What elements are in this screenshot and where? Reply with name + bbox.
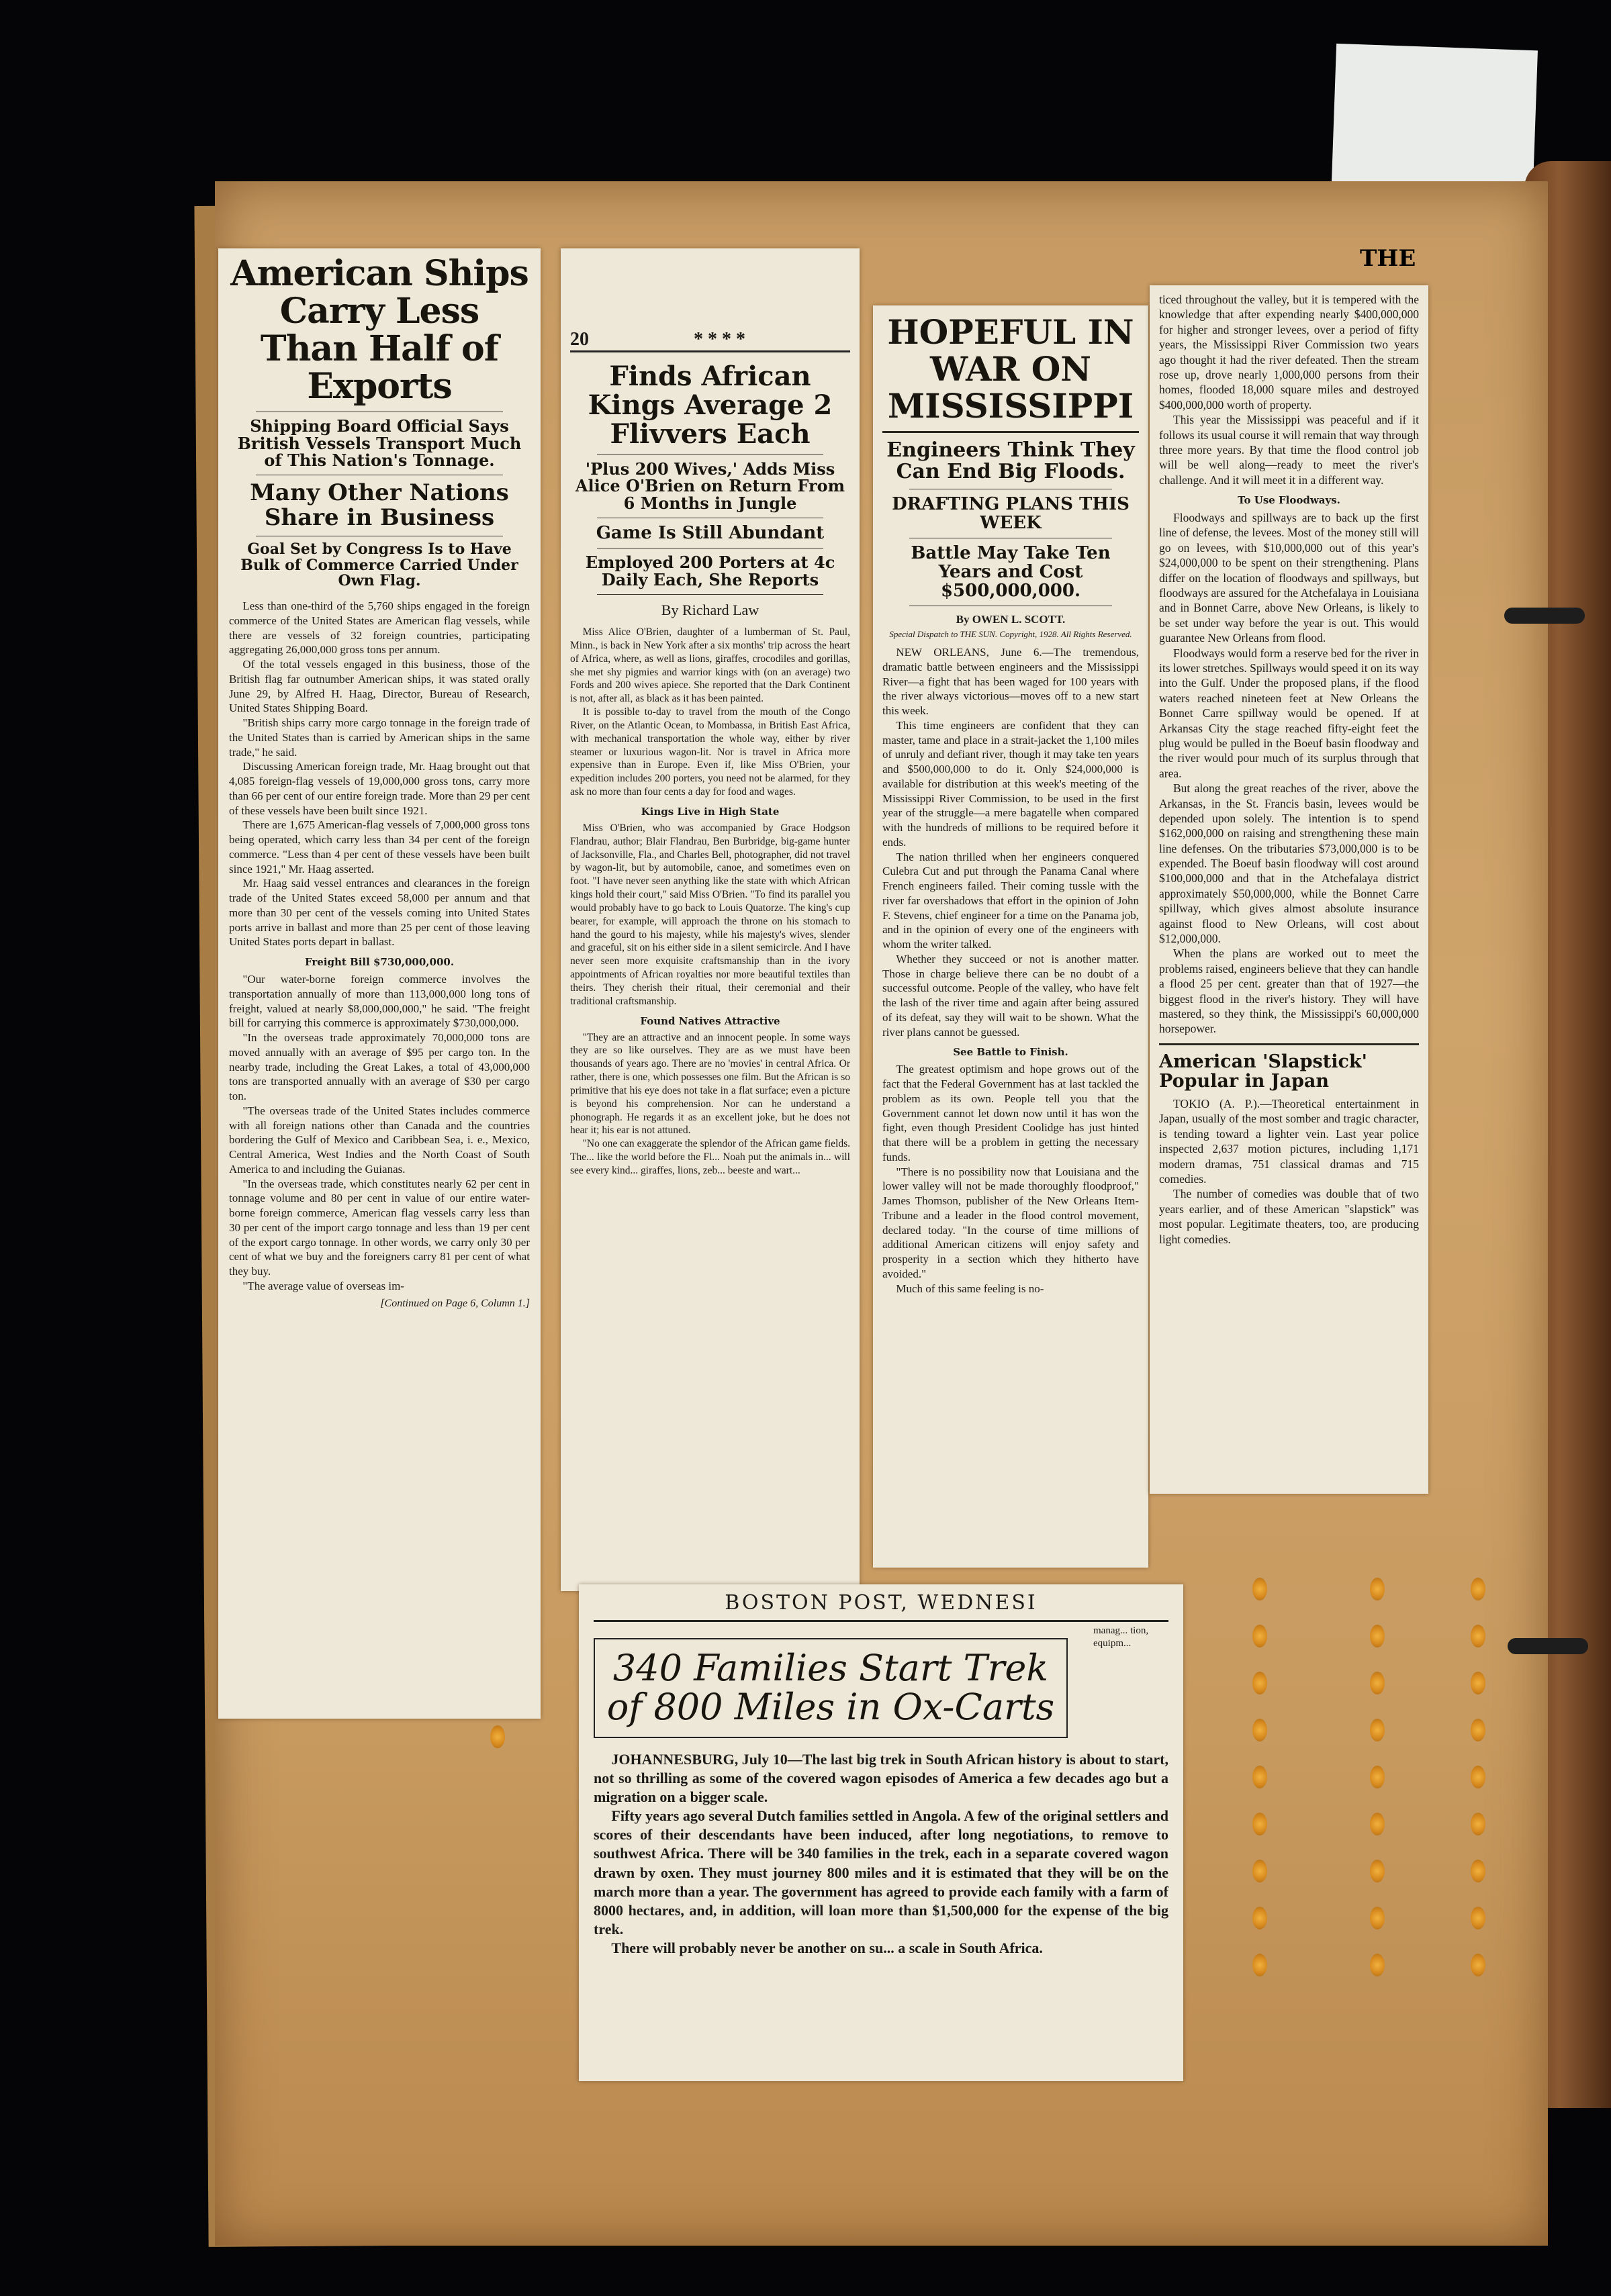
headline: HOPEFUL IN WAR ON MISSISSIPPI bbox=[887, 312, 1134, 426]
paragraph: Less than one-third of the 5,760 ships engaged in the foreign commerce of the United States are American flag vessels, while there are vessels of 32 foreign countries, participating aggregating 26,000,000 gross tons per annum. bbox=[229, 600, 530, 657]
subhead: See Battle to Finish. bbox=[953, 1046, 1068, 1059]
dispatch-line: Special Dispatch to THE SUN. Copyright, 1928. All Rights Reserved. bbox=[889, 629, 1132, 640]
corner-word: THE bbox=[1360, 245, 1416, 272]
subhead: Found Natives Attractive bbox=[640, 1014, 780, 1027]
clipping-mississippi-continued bbox=[1150, 285, 1428, 1494]
clipping-american-ships bbox=[218, 248, 541, 1719]
headline: 340 Families Start Trek of 800 Miles in Ox-Carts bbox=[594, 1638, 1068, 1738]
binding-hole bbox=[1471, 1813, 1485, 1835]
paragraph: JOHANNESBURG, July 10—The last big trek in South African history is about to start, not so thrilling as some of the covered wagon episodes of America a few decades ago but a migration on a bigger scale. bbox=[594, 1750, 1168, 1805]
paragraph: "The average value of overseas im- bbox=[242, 1279, 404, 1292]
deck: Battle May Take Ten Years and Cost $500,000,000. bbox=[911, 542, 1111, 602]
binding-hole bbox=[1471, 1625, 1485, 1647]
binding-hole bbox=[1370, 1813, 1385, 1835]
paragraph: NEW ORLEANS, June 6.—The tremendous, dramatic battle between engineers and the Mississippi River—a fight that has been waged for 100 years with the river always victorious—moves off to a new start this week. bbox=[882, 646, 1139, 718]
binding-hole bbox=[1370, 1907, 1385, 1929]
paragraph: Much of this same feeling is no- bbox=[896, 1282, 1044, 1295]
binding-hole bbox=[1252, 1625, 1267, 1647]
side-fragment: manag... tion, equipm... bbox=[1093, 1625, 1149, 1649]
paragraph: Discussing American foreign trade, Mr. Haag brought out that 4,085 foreign-flag vessels of 19,000,000 gross tons, carry more than 66 per cent of our entire foreign trade. More than 29 per cent of these vessels have been built since 1921. bbox=[229, 760, 530, 817]
paragraph: The nation thrilled when her engineers conquered Culebra Cut and put through the Panama Canal where French engineers failed. Their coming tussle with the river far overshadows that effort in the opinion of John F. Stevens, chief engineer for a time on the Panama job, and in the opinion of every one of the engineers with whom the writer talked. bbox=[882, 850, 1139, 951]
binding-hole bbox=[1370, 1954, 1385, 1976]
divider bbox=[597, 594, 823, 595]
binding-hole bbox=[1370, 1860, 1385, 1882]
paragraph: Of the total vessels engaged in this business, those of the British flag far outnumber American ships, it was stated orally June 29, by Alfred H. Haag, Director, Bureau of Research, United States Shipping Board. bbox=[229, 658, 530, 715]
paragraph: "Our water-borne foreign commerce involves the transportation annually of more than 113,000,000 long tons of freight, valued at nearly $8,000,000,000," he said. "The freight bill for carrying this commerce is approximately $730,000,000. bbox=[229, 973, 530, 1030]
binding-hole bbox=[1252, 1578, 1267, 1600]
byline: By OWEN L. SCOTT. bbox=[956, 613, 1066, 626]
clipping-boston-post bbox=[579, 1584, 1183, 2081]
paragraph: There are 1,675 American-flag vessels of 7,000,000 gross tons being operated, which carry less than 34 per cent of the foreign commerce. "Less than 4 per cent of these vessels have been built since 1921," Mr. Haag asserted. bbox=[229, 818, 530, 875]
binding-hole bbox=[1471, 1907, 1485, 1929]
binding-hole bbox=[1252, 1672, 1267, 1694]
paragraph: "The overseas trade of the United States includes commerce with all foreign nations other than Canada and the countries bordering the Gulf of Mexico and Caribbean Sea, i. e., Mexico, Central America, West Indies and the North Coast of South America to and including the Guianas. bbox=[229, 1104, 530, 1176]
binding-hole bbox=[1471, 1766, 1485, 1788]
page-number: 20 bbox=[570, 329, 589, 350]
paragraph: "There is no possibility now that Louisiana and the lower valley will not be made thoroughly floodproof," James Thomson, publisher of the New Orleans Item-Tribune and a leader in the flood control movement, declared today. "In the course of time millions of additional American citizens will enjoy safety and prosperity in a section which they hitherto have avoided." bbox=[882, 1165, 1139, 1280]
paragraph: There will probably never be another on su... a scale in South Africa. bbox=[611, 1940, 1043, 1957]
paragraph: The greatest optimism and hope grows out of the fact that the Federal Government has at last tackled the problem as its own. People tell you that the Government cannot let down now until it has won the fight, even though President Coolidge has just hinted that there will be a problem in getting the necessary funds. bbox=[882, 1063, 1139, 1163]
subhead: Kings Live in High State bbox=[641, 805, 780, 818]
paragraph: "They are an attractive and an innocent people. In some ways they are so like ourselves. They are as we must have been thousands of years ago. There are no 'movies' in central Africa. Or rather, there is one, which possesses one film. But the African is so primitive that his eye does not take in a flat surface; even a picture is beyond his comprehension. Nor can he understand a phonograph. He regards it as an excellent joke, but he does not hear it; his ear is not attuned. bbox=[570, 1031, 850, 1137]
binding-hole bbox=[1252, 1813, 1267, 1835]
paragraph: This year the Mississippi was peaceful and if it follows its usual course it will remain that way through three more years. By that time the flood control job will be well along—ready to meet the river's challenge. And it will meet it in a different way. bbox=[1159, 413, 1419, 487]
binding-hole bbox=[1252, 1907, 1267, 1929]
headline: American 'Slapstick' Popular in Japan bbox=[1159, 1051, 1367, 1092]
binder-ring-top bbox=[1504, 608, 1585, 624]
binding-hole bbox=[1252, 1860, 1267, 1882]
paragraph: Whether they succeed or not is another matter. Those in charge believe there can be no doubt of a successful outcome. People of the valley, who have felt the lash of the river time and again after being assured of its defeat, say they will wait to be shown. What the river plans cannot be guessed. bbox=[882, 952, 1139, 1039]
subhead: To Use Floodways. bbox=[1238, 494, 1340, 507]
deck: Goal Set by Congress Is to Have Bulk of Commerce Carried Under Own Flag. bbox=[240, 540, 518, 590]
binder-ring-bottom bbox=[1508, 1638, 1588, 1654]
paragraph: ticed throughout the valley, but it is tempered with the knowledge that after expending nearly $400,000,000 for higher and stronger levees, over a period of fifty years, the Mississippi River Commission two years ago thought it had the river defeated. Then the stream rose up, drove nearly 1,000,000 persons from their homes, flooded 18,000 square miles and destroyed $400,000,000 worth of property. bbox=[1159, 293, 1419, 412]
paragraph: When the plans are worked out to meet the problems raised, engineers believe that they can handle a flood 25 per cent. greater than that of 1927—the biggest flood in the river's history. They will have mastered, so they think, the Mississippi's 60,000,000 horsepower. bbox=[1159, 947, 1419, 1036]
paragraph: "British ships carry more cargo tonnage in the foreign trade of the United States than is carried by American ships in the same trade," he said. bbox=[229, 716, 530, 759]
headline: American Ships Carry Less Than Half of Exports bbox=[230, 253, 528, 408]
paragraph: Mr. Haag said vessel entrances and clearances in the foreign trade of the United States exceed 58,000 per annum and that more than 30 per cent of the vessels coming into United States ports arrive in ballast and more than 25 per cent of those leaving United States ports depart in ballast. bbox=[229, 877, 530, 949]
byline: By Richard Law bbox=[661, 602, 760, 619]
binding-hole bbox=[1471, 1860, 1485, 1882]
paragraph: Miss Alice O'Brien, daughter of a lumberman of St. Paul, Minn., is back in New York after a six months' trip across the heart of Africa, where, as well as lions, giraffes, crocodiles and gorillas, she met shy pigmies and warrior kings with (on an average) two Fords and 200 wives apiece. She reported that the Dark Continent is not, after all, as black as it has been painted. bbox=[570, 626, 850, 705]
clipping-african-kings bbox=[561, 248, 860, 1591]
binding-hole bbox=[1370, 1672, 1385, 1694]
binding-hole bbox=[1252, 1766, 1267, 1788]
binding-hole bbox=[1252, 1719, 1267, 1741]
deck: Engineers Think They Can End Big Floods. bbox=[886, 438, 1135, 484]
paragraph: "In the overseas trade, which constitutes nearly 62 per cent in tonnage volume and 80 per cent in value of our entire water-borne foreign commerce, American flag vessels carry less than 30 per cent of the import cargo tonnage and less than 19 per cent of the export cargo tonnage. In other words, we carry only 30 per cent of what we buy and the foreigners carry 81 per cent of what they buy. bbox=[229, 1177, 530, 1278]
page-header bbox=[570, 329, 850, 352]
paragraph: It is possible to-day to travel from the mouth of the Congo River, on the Atlantic Ocean, to Mombassa, in British East Africa, with mechanical transportation the whole way, either by river steamer or luxurious wagon-lit. Nor is travel in Africa more expensive than in Europe. Even if, like Miss O'Brien, your expedition includes 200 porters, you need not be alarmed, for they ask no more than four cents a day for food and wages. bbox=[570, 706, 850, 798]
paragraph: Floodways and spillways are to back up the first line of defense, the levees. Most of the money still will go on levees, with $10,000,000 out of this year's $24,000,000 to be spent on their strengthening. Plans differ on the location of floodways and spillways, but floodways are assured for the Atchefalaya in Louisiana and in Bonnet Carre, above New Orleans, is likely to be set under way before the year is out. This would guarantee New Orleans from flood. bbox=[1159, 511, 1419, 645]
clipping-mississippi bbox=[873, 305, 1148, 1568]
paragraph: Miss O'Brien, who was accompanied by Grace Hodgson Flandrau, author; Blair Flandrau, Ben Burbridge, big-game hunter of Jacksonville, Fla., and Charles Bell, photographer, did not travel by wagon-lit, but by automobile, canoe, and sometimes even on foot. "I have never seen anything like the state with which African kings hold their court," said Miss O'Brien. "To find its parallel you would probably have to go back to Louis Quatorze. The king's cup bearer, for example, will approach the throne on his stomach to hand the gourd to his majesty, while his majesty's wives, slender and graceful, sit on his either side in a silent semicircle. And I have never seen more exquisite craftsmanship than in the ivory appointments of African royalties nor more beautiful textiles than theirs. They cherish their ritual, their ceremonial and their traditional craftsmanship. bbox=[570, 822, 850, 1007]
headline: Finds African Kings Average 2 Flivvers Each bbox=[588, 361, 833, 450]
continued-note: [Continued on Page 6, Column 1.] bbox=[380, 1297, 530, 1309]
deck: Employed 200 Porters at 4c Daily Each, She Reports bbox=[585, 553, 835, 590]
paragraph: This time engineers are confident that they can master, tame and place in a strait-jacket the 1,100 miles of unruly and defiant river, though it may take ten years and $500,000,000 to do it. Only $24,000,000 is available for distribution at this week's meeting of the Mississippi River Commission, to be used in the first year of the struggle—a mere bagatelle when compared with the hundreds of millions to be required before it ends. bbox=[882, 718, 1139, 849]
stars: * * * * bbox=[694, 329, 745, 350]
deck: Many Other Nations Share in Business bbox=[250, 479, 509, 532]
divider bbox=[882, 431, 1139, 433]
masthead: BOSTON POST, WEDNESI bbox=[594, 1591, 1168, 1622]
subhead: Freight Bill $730,000,000. bbox=[304, 956, 455, 969]
deck: 'Plus 200 Wives,' Adds Miss Alice O'Brien on Return From 6 Months in Jungle bbox=[575, 459, 845, 514]
deck: Shipping Board Official Says British Vessels Transport Much of This Nation's Tonnage. bbox=[237, 416, 522, 471]
binding-hole bbox=[1370, 1766, 1385, 1788]
binding-hole bbox=[490, 1725, 505, 1748]
binding-hole bbox=[1370, 1625, 1385, 1647]
binding-hole bbox=[1370, 1719, 1385, 1741]
paragraph: Fifty years ago several Dutch families settled in Angola. A few of the original settlers and scores of their descendants have been induced, after long negotiations, to remove to southwest Africa. There will be 340 families in the trek, each in a separate covered wagon drawn by oxen. They must journey 800 miles and it is estimated that they will be on the march more than a year. The government has agreed to provide each family with a farm of 8000 hectares, and, in addition, will loan more than $1,500,000 for the expense of the big trek. bbox=[594, 1807, 1168, 1938]
paragraph: "In the overseas trade approximately 70,000,000 tons are moved annually with an average of $95 per cargo ton. In the nearby trade, including the Great Lakes, a total of 43,000,000 tons are transported annually with an average of $30 per cargo ton. bbox=[229, 1031, 530, 1103]
deck: Game Is Still Abundant bbox=[596, 523, 825, 544]
paragraph: TOKIO (A. P.).—Theoretical entertainment in Japan, usually of the most somber and tragic character, is tending toward a lighter vein. Last year police inspected 2,637 motion pictures, including 1,171 modern dramas, 751 classical dramas and 715 comedies. bbox=[1159, 1097, 1419, 1186]
divider bbox=[1159, 1043, 1419, 1045]
paragraph: Floodways would form a reserve bed for the river in its lower stretches. Spillways would speed it on its way into the Gulf. Under the proposed plans, if the flood waters reached nineteen feet at New Orleans the Bonnet Carre spillway would be opened. If at Arkansas City the stage reached fifty-eight feet the plug would be pulled in the Boeuf basin floodway and the river would pour much of its surplus through that area. bbox=[1159, 646, 1419, 780]
paragraph: But along the great reaches of the river, above the Arkansas, in the St. Francis basin, levees would be depended upon solely. The intention is to spend $162,000,000 on raising and strengthening these main line defenses. On the tributaries $73,000,000 is to be expended. The Boeuf basin floodway will cost around $100,000,000 and that in the Atchefalaya district approximately $50,000,000, while the Bonnet Carre spillway, which gives almost absolute insurance against flood to New Orleans, will cost about $12,000,000. bbox=[1159, 781, 1419, 946]
binding-hole bbox=[1471, 1672, 1485, 1694]
binding-hole bbox=[1471, 1719, 1485, 1741]
binding-hole bbox=[1252, 1954, 1267, 1976]
binding-hole bbox=[1370, 1578, 1385, 1600]
binding-hole bbox=[1471, 1954, 1485, 1976]
paragraph: "No one can exaggerate the splendor of the African game fields. The... like the world before the Fl... Noah put the animals in... will see every kind... giraffes, lions, zeb... beeste and wart... bbox=[570, 1138, 850, 1176]
paragraph: The number of comedies was double that of two years earlier, and of these American "slapstick" was most popular. Legitimate theaters, too, are producing light comedies. bbox=[1159, 1187, 1419, 1246]
deck: DRAFTING PLANS THIS WEEK bbox=[892, 493, 1130, 533]
binding-hole bbox=[1471, 1578, 1485, 1600]
